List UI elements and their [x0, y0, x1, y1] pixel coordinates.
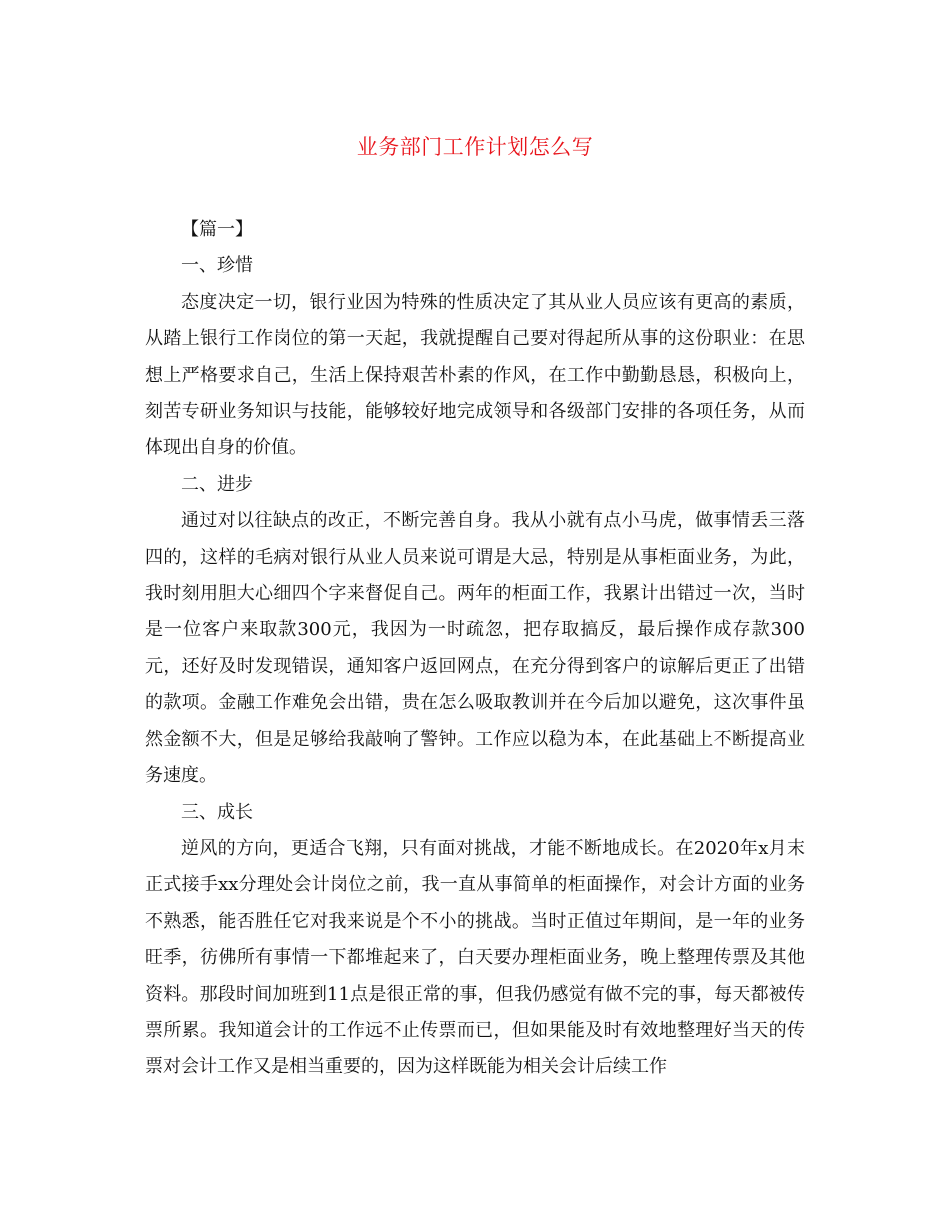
paragraph-cherish: 态度决定一切，银行业因为特殊的性质决定了其从业人员应该有更高的素质，从踏上银行工作岗位的第一天起，我就提醒自己要对得起所从事的这份职业：在思想上严格要求自己，生活上保持艰苦朴素的作风，在工作中勤勤恳恳，积极向上，刻苦专研业务知识与技能，能够较好地完成领导和各级部门安排的各项任务，从而体现出自身的价值。 [145, 291, 805, 459]
heading-progress: 二、进步 [181, 473, 253, 495]
heading-growth: 三、成长 [181, 801, 253, 823]
heading-cherish: 一、珍惜 [181, 255, 253, 277]
paragraph-progress: 通过对以往缺点的改正，不断完善自身。我从小就有点小马虎，做事情丢三落四的，这样的毛病对银行从业人员来说可谓是大忌，特别是从事柜面业务，为此，我时刻用胆大心细四个字来督促自己。两年的柜面工作，我累计出错过一次，当时是一位客户来取款300元，我因为一时疏忽，把存取搞反，最后操作成存款300元，还好及时发现错误，通知客户返回网点，在充分得到客户的谅解后更正了出错的款项。金融工作难免会出错，贵在怎么吸取教训并在今后加以避免，这次事件虽然金额不大，但是足够给我敲响了警钟。工作应以稳为本，在此基础上不断提高业务速度。 [145, 510, 805, 787]
document-title: 业务部门工作计划怎么写 [356, 135, 594, 159]
document-body [145, 212, 805, 1086]
paragraph-growth: 逆风的方向，更适合飞翔，只有面对挑战，才能不断地成长。在2020年x月末正式接手xx分理处会计岗位之前，我一直从事简单的柜面操作，对会计方面的业务不熟悉，能否胜任它对我来说是个不小的挑战。当时正值过年期间，是一年的业务旺季，彷佛所有事情一下都堆起来了，白天要办理柜面业务，晚上整理传票及其他资料。那段时间加班到11点是很正常的事，但我仍感觉有做不完的事，每天都被传票所累。我知道会计的工作远不止传票而已，但如果能及时有效地整理好当天的传票对会计工作又是相当重要的，因为这样既能为相关会计后续工作 [145, 837, 805, 1078]
section-label: 【篇一】 [181, 219, 253, 240]
